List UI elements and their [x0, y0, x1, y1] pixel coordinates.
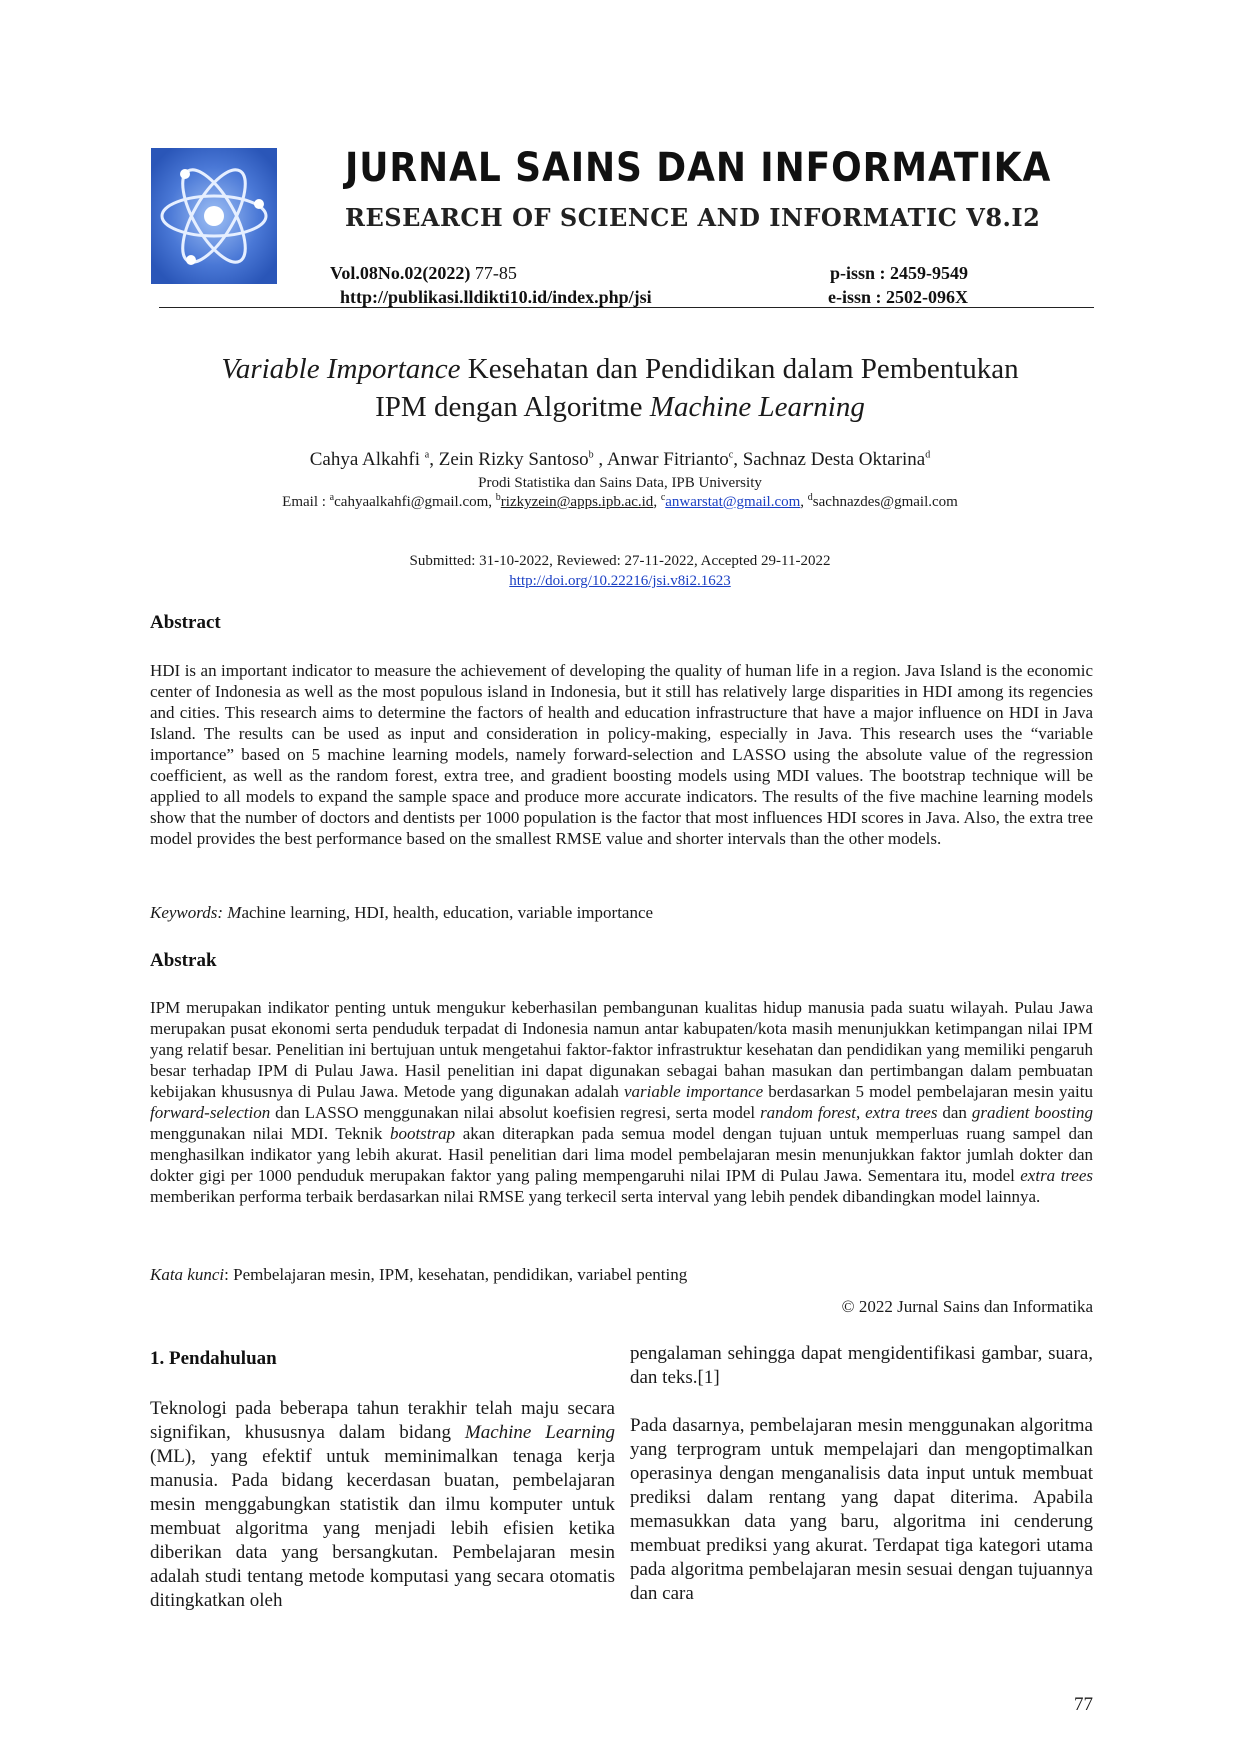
author-list: Cahya Alkahfi $^a$, Zein Rizky Santoso$^b$ , Anwar Fitrianto$^c$, Sachnaz Desta Oktarina$^d$	[309, 449, 931, 470]
p-issn: p-issn : 2459-9549	[830, 263, 969, 283]
journal-title: JURNAL SAINS DAN INFORMATIKA	[345, 145, 1052, 191]
email-link-c[interactable]: anwarstat@gmail.com	[665, 494, 801, 510]
copyright-notice: © 2022 Jurnal Sains dan Informatika	[841, 1297, 1093, 1316]
journal-logo	[151, 148, 277, 284]
section-heading-pendahuluan: 1. Pendahuluan	[150, 1348, 277, 1369]
kata-kunci: Kata kunci: Pembelajaran mesin, IPM, kesehatan, pendidikan, variabel penting	[150, 1265, 688, 1284]
journal-subtitle: RESEARCH OF SCIENCE AND INFORMATIC V8.I2	[345, 203, 1041, 232]
intro-right-para-1: pengalaman sehingga dapat mengidentifikasi gambar, suara, dan teks.[1]	[630, 1343, 1093, 1388]
abstrak-text: IPM merupakan indikator penting untuk mengukur keberhasilan pembangunan kualitas hidup manusia pada suatu wilayah. Pulau Jawa merupakan pusat ekonomi serta penduduk terpadat di Indonesia namun antar kabupaten/kota masih menunjukkan ketimpangan nilai IPM yang relatif besar. Penelitian ini bertujuan untuk mengetahui faktor-faktor infrastruktur kesehatan dan pendidikan yang memiliki pengaruh besar terhadap IPM di Pulau Jawa. Hasil penelitian ini dapat digunakan sebagai bahan masukan dan pertimbangan dalam pembuatan kebijakan khususnya di Pulau Jawa. Metode yang digunakan adalah variable importance berdasarkan 5 model pembelajaran mesin yaitu forward-selection dan LASSO menggunakan nilai absolut koefisien regresi, serta model random forest, extra trees dan gradient boosting menggunakan nilai MDI. Teknik bootstrap akan diterapkan pada semua model dengan tujuan untuk memperluas ruang sampel dan menghasilkan indikator yang lebih akurat. Hasil penelitian dari lima model pembelajaran mesin menunjukkan faktor jumlah dokter dan dokter gigi per 1000 penduduk merupakan faktor yang paling mempengaruhi nilai IPM di Pulau Jawa. Sementara itu, model extra trees memberikan performa terbaik berdasarkan nilai RMSE yang terkecil serta interval yang lebih pendek dibandingkan model lainnya.	[150, 998, 1093, 1206]
affiliation: Prodi Statistika dan Sains Data, IPB University	[478, 475, 762, 491]
volume-info: Vol.08No.02(2022) 77-85	[330, 263, 517, 283]
paper-title: Variable Importance Kesehatan dan Pendidikan dalam Pembentukan IPM dengan Algoritme Machine Learning	[221, 353, 1019, 423]
email-list: Email : $^a$cahyaalkahfi@gmail.com, $^b$rizkyzein@apps.ipb.ac.id, $^c$anwarstat@gmail.com, $^d$sachnazdes@gmail.com	[282, 492, 958, 510]
abstract-heading: Abstract	[150, 612, 221, 633]
journal-url[interactable]: http://publikasi.lldikti10.id/index.php/jsi	[340, 287, 652, 307]
submission-dates: Submitted: 31-10-2022, Reviewed: 27-11-2022, Accepted 29-11-2022	[409, 553, 831, 569]
intro-right-para-2: Pada dasarnya, pembelajaran mesin menggunakan algoritma yang terprogram untuk mempelajari dan mengoptimalkan operasinya dengan menganalisis data input untuk membuat prediksi dalam rentang yang dapat diterima. Apabila memasukkan data yang baru, algoritma ini cenderung membuat prediksi yang akurat. Terdapat tiga kategori utama pada algoritma pembelajaran mesin sesuai dengan tujuannya dan cara	[630, 1415, 1093, 1604]
abstract-text: HDI is an important indicator to measure the achievement of developing the quality of human life in a region. Java Island is the economic center of Indonesia as well as the most populous island in Indonesia, but it still has relatively large disparities in HDI among its regencies and cities. This research aims to determine the factors of health and education infrastructure that have a major influence on HDI in Java Island. The results can be used as input and consideration in policy-making, especially in Java. This research uses the “variable importance” based on 5 machine learning models, namely forward-selection and LASSO using the absolute value of the regression coefficient, as well as the random forest, extra tree, and gradient boosting models using MDI values. The bootstrap technique will be applied to all models to expand the sample space and produce more accurate indicators. The results of the five machine learning models show that the number of doctors and dentists per 1000 population is the factor that most influences HDI scores in Java. Also, the extra tree model provides the best performance based on the smallest RMSE value and shorter intervals than the other models.	[150, 661, 1093, 848]
email-link-b[interactable]: rizkyzein@apps.ipb.ac.id	[500, 494, 654, 510]
doi-link[interactable]: http://doi.org/10.22216/jsi.v8i2.1623	[509, 573, 731, 589]
e-issn: e-issn : 2502-096X	[828, 287, 968, 307]
header-divider	[159, 307, 1094, 308]
intro-left-column: Teknologi pada beberapa tahun terakhir telah maju secara signifikan, khususnya dalam bidang Machine Learning (ML), yang efektif untuk meminimalkan tenaga kerja manusia. Pada bidang kecerdasan buatan, pembelajaran mesin menggabungkan statistik dan ilmu komputer untuk membuat algoritma yang menjadi lebih efisien ketika diberikan data yang bersangkutan. Pembelajaran mesin adalah studi tentang metode komputasi yang secara otomatis ditingkatkan oleh	[150, 1398, 615, 1611]
page-number: 77	[1074, 1694, 1093, 1715]
abstrak-heading: Abstrak	[150, 950, 217, 971]
keywords: Keywords: Machine learning, HDI, health, education, variable importance	[150, 903, 654, 922]
